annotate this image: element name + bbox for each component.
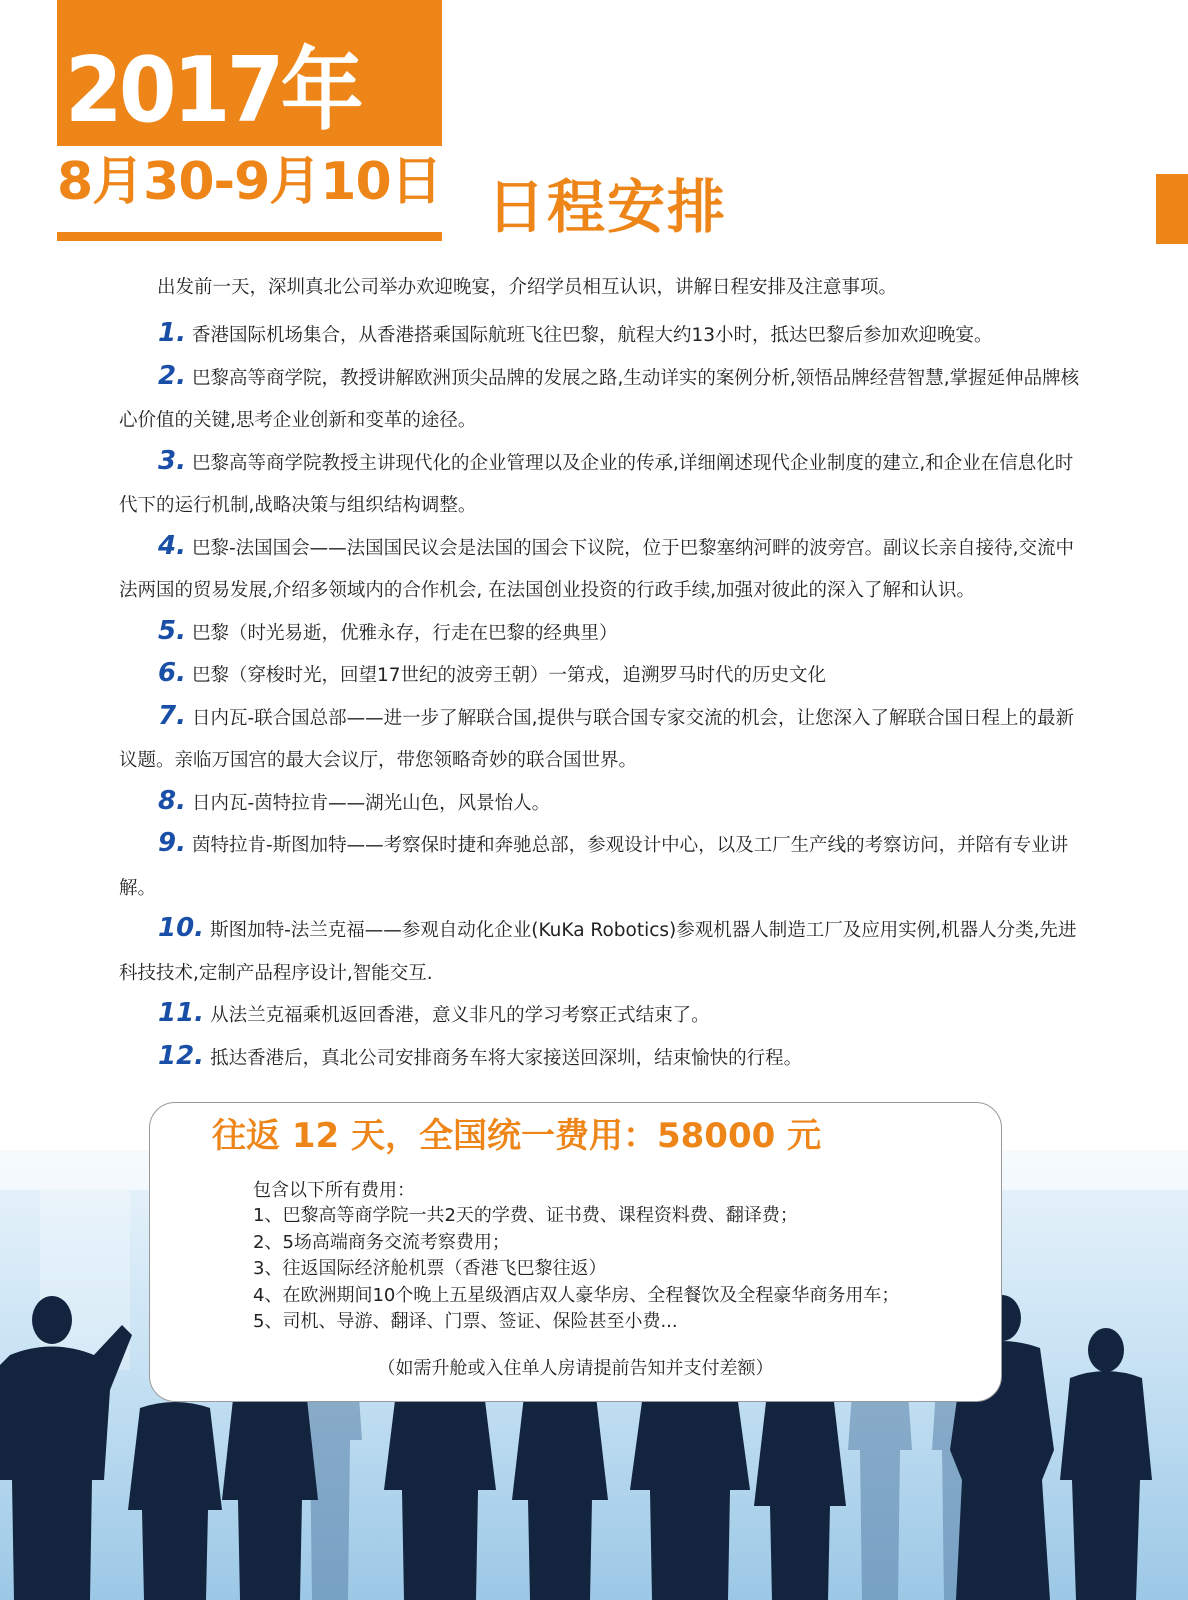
item-number: 7.: [158, 700, 186, 731]
date-range: 8月30-9月10日: [57, 152, 442, 212]
item-number: 2.: [158, 360, 186, 391]
item-text: 斯图加特-法兰克福——参观自动化企业(KuKa Robotics)参观机器人制造工厂及应用实例,机器人分类,先进科技技术,定制产品程序设计,智能交互.: [119, 920, 1077, 984]
page-title: 日程安排: [487, 173, 728, 241]
year-title: 2017年: [65, 38, 360, 143]
item-text: 从法兰克福乘机返回香港，意义非凡的学习考察正式结束了。: [210, 1005, 710, 1026]
item-text: 巴黎（时光易逝，优雅永存，行走在巴黎的经典里）: [191, 622, 618, 644]
itinerary-item: [119, 613, 1089, 656]
item-number: 9.: [158, 828, 186, 858]
item-text: 日内瓦-茵特拉肯——湖光山色，风景怡人。: [191, 792, 551, 814]
item-text: 巴黎-法国国会——法国国民议会是法国的国会下议院，位于巴黎塞纳河畔的波旁宫。副议长亲自接待,交流中法两国的贸易发展,介绍多领域内的合作机会, 在法国创业投资的行政手续,加强对彼此的深入了解和认识。: [119, 537, 1075, 601]
year-banner: [57, 0, 442, 146]
item-number: 12.: [158, 1040, 205, 1071]
fee-note: （如需升舱或入住单人房请提前告知并支付差额）: [377, 1358, 774, 1379]
item-text: 巴黎高等商学院，教授讲解欧洲顶尖品牌的发展之路,生动详实的案例分析,领悟品牌经营智慧,掌握延伸品牌核心价值的关键,思考企业创新和变革的途径。: [119, 367, 1080, 431]
item-text: 巴黎高等商学院教授主讲现代化的企业管理以及企业的传承,详细阐述现代企业制度的建立,和企业在信息化时代下的运行机制,战略决策与组织结构调整。: [119, 452, 1074, 516]
item-number: 1.: [158, 318, 186, 348]
fee-list: [253, 1203, 899, 1336]
itinerary-item: [119, 315, 1089, 358]
itinerary-item: [119, 1038, 1089, 1081]
itinerary: [119, 273, 1089, 1080]
item-number: 6.: [158, 658, 186, 688]
intro-text: 出发前一天，深圳真北公司举办欢迎晚宴，介绍学员相互认识，讲解日程安排及注意事项。: [157, 277, 898, 298]
fee-title: 往返 12 天，全国统一费用：58000 元: [212, 1116, 822, 1156]
fee-panel: [149, 1102, 1002, 1402]
item-text: 日内瓦-联合国总部——进一步了解联合国,提供与联合国专家交流的机会，让您深入了解联合国日程上的最新议题。亲临万国宫的最大会议厅，带您领略奇妙的联合国世界。: [119, 707, 1075, 771]
item-text: 抵达香港后，真北公司安排商务车将大家接送回深圳，结束愉快的行程。: [210, 1047, 803, 1069]
side-tab-marker: [1156, 174, 1188, 244]
itinerary-item: [119, 783, 1089, 826]
item-text: 巴黎（穿梭时光，回望17世纪的波旁王朝）一第戎，追溯罗马时代的历史文化: [191, 665, 827, 686]
fee-list-item: 2、5场高端商务交流考察费用；: [253, 1231, 510, 1253]
itinerary-item: [119, 910, 1089, 995]
fee-list-item: 3、往返国际经济舱机票（香港飞巴黎往返）: [253, 1258, 607, 1279]
itinerary-item: [119, 995, 1089, 1038]
item-number: 8.: [158, 785, 186, 816]
fee-list-item: 1、巴黎高等商学院一共2天的学费、证书费、课程资料费、翻译费；: [253, 1205, 798, 1226]
item-number: 11.: [158, 998, 205, 1028]
item-number: 4.: [158, 530, 186, 561]
itinerary-item: [119, 528, 1089, 613]
item-text: 香港国际机场集合，从香港搭乘国际航班飞往巴黎，航程大约13小时，抵达巴黎后参加欢迎晚宴。: [191, 325, 993, 346]
header-divider: [57, 232, 442, 241]
item-number: 3.: [158, 445, 186, 476]
fee-heading: 包含以下所有费用：: [253, 1180, 415, 1201]
item-number: 5.: [158, 615, 186, 646]
item-number: 10.: [158, 913, 205, 943]
fee-list-item: 4、在欧洲期间10个晚上五星级酒店双人豪华房、全程餐饮及全程豪华商务用车；: [253, 1284, 900, 1306]
fee-list-item: 5、司机、导游、翻译、门票、签证、保险甚至小费...: [253, 1311, 678, 1332]
itinerary-item: [119, 358, 1089, 443]
item-text: 茵特拉肯-斯图加特——考察保时捷和奔驰总部，参观设计中心，以及工厂生产线的考察访问，并陪有专业讲解。: [119, 835, 1069, 899]
itinerary-item: [119, 443, 1089, 528]
itinerary-item: [119, 655, 1089, 698]
itinerary-item: [119, 698, 1089, 783]
itinerary-item: [119, 825, 1089, 910]
